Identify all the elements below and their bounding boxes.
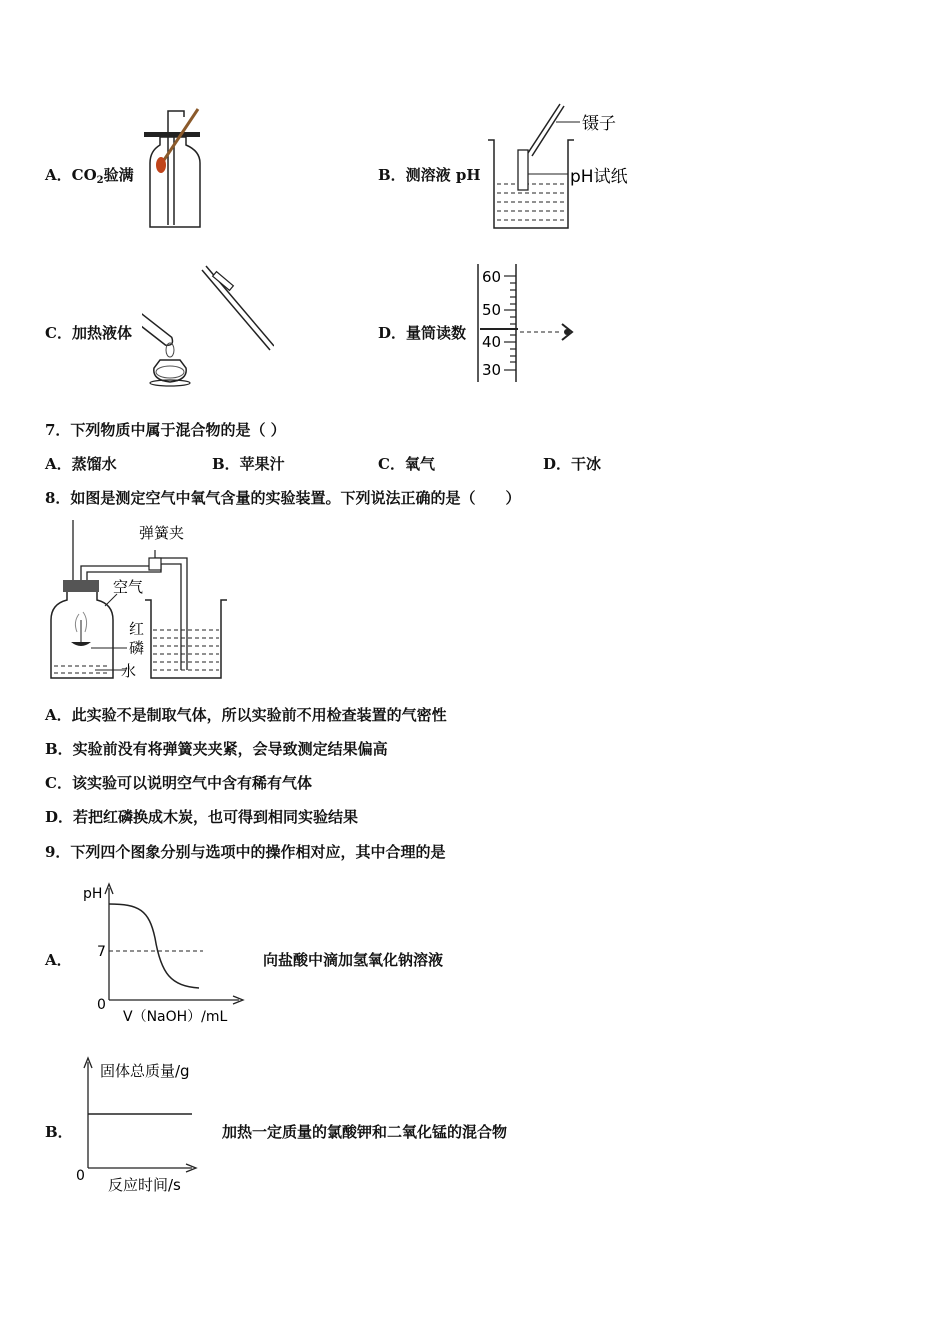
q8-option-a: A．此实验不是制取气体，所以实验前不用检查装置的气密性 [45, 706, 447, 724]
q9-option-a-letter: A． [45, 951, 72, 969]
solid-mass-chart [70, 1052, 220, 1198]
ph-paper-label: pH试纸 [570, 167, 628, 187]
oxygen-content-apparatus-figure [45, 520, 230, 688]
q8-option-c: C．该实验可以说明空气中含有稀有气体 [45, 774, 312, 792]
tweezers-label: 镊子 [582, 114, 616, 134]
cylinder-tick-40: 40 [482, 333, 502, 351]
cylinder-tick-60: 60 [482, 268, 502, 286]
air-label: 空气 [113, 578, 144, 596]
q8-option-b: B．实验前没有将弹簧夹夹紧，会导致测定结果偏高 [45, 740, 388, 758]
q8-option-d: D．若把红磷换成木炭，也可得到相同实验结果 [45, 808, 359, 826]
ph-chart-ylabel: pH [83, 886, 103, 902]
co2-gas-jar-figure [138, 105, 208, 231]
q7-option-a: A．蒸馏水 [45, 455, 117, 473]
water-label: 水 [121, 662, 137, 680]
q7-option-c: C．氧气 [378, 455, 435, 473]
ph-chart-xlabel: V（NaOH）/mL [123, 1009, 228, 1025]
cylinder-tick-30: 30 [482, 361, 502, 379]
q7-option-d: D．干冰 [543, 455, 602, 473]
red-label: 红 [129, 620, 145, 638]
q7-option-b: B．苹果汁 [212, 455, 285, 473]
q8-stem: 8．如图是测定空气中氧气含量的实验装置。下列说法正确的是（ ） [45, 489, 521, 507]
mass-chart-origin: 0 [76, 1168, 85, 1184]
q6-option-d-label: D．量筒读数 [378, 324, 467, 342]
ph-chart-origin: 0 [97, 997, 106, 1013]
q9-stem: 9．下列四个图象分别与选项中的操作相对应，其中合理的是 [45, 843, 446, 861]
phosphorus-label: 磷 [129, 639, 145, 657]
mass-chart-xlabel: 反应时间/s [108, 1176, 181, 1194]
ph-test-figure [482, 100, 642, 232]
cylinder-tick-50: 50 [482, 301, 502, 319]
q9-option-a-desc: 向盐酸中滴加氢氧化钠溶液 [263, 951, 444, 969]
q6-option-b-label: B．测溶液 pH [378, 166, 481, 184]
spring-clip-label: 弹簧夹 [139, 524, 185, 542]
heating-liquid-figure [142, 256, 274, 388]
q9-option-b-desc: 加热一定质量的氯酸钾和二氧化锰的混合物 [222, 1123, 508, 1141]
ph-curve-chart [75, 878, 250, 1028]
q7-stem: 7．下列物质中属于混合物的是（ ） [45, 421, 286, 439]
mass-chart-ylabel: 固体总质量/g [100, 1062, 190, 1080]
q6-option-a-label: A．$CO_2$验满 [45, 166, 134, 186]
graduated-cylinder-figure [470, 258, 590, 388]
ph-chart-ref-label: 7 [97, 944, 106, 960]
ph-series-line [109, 904, 199, 988]
q6-option-c-label: C．加热液体 [45, 324, 132, 342]
q9-option-b-letter: B． [45, 1123, 73, 1141]
